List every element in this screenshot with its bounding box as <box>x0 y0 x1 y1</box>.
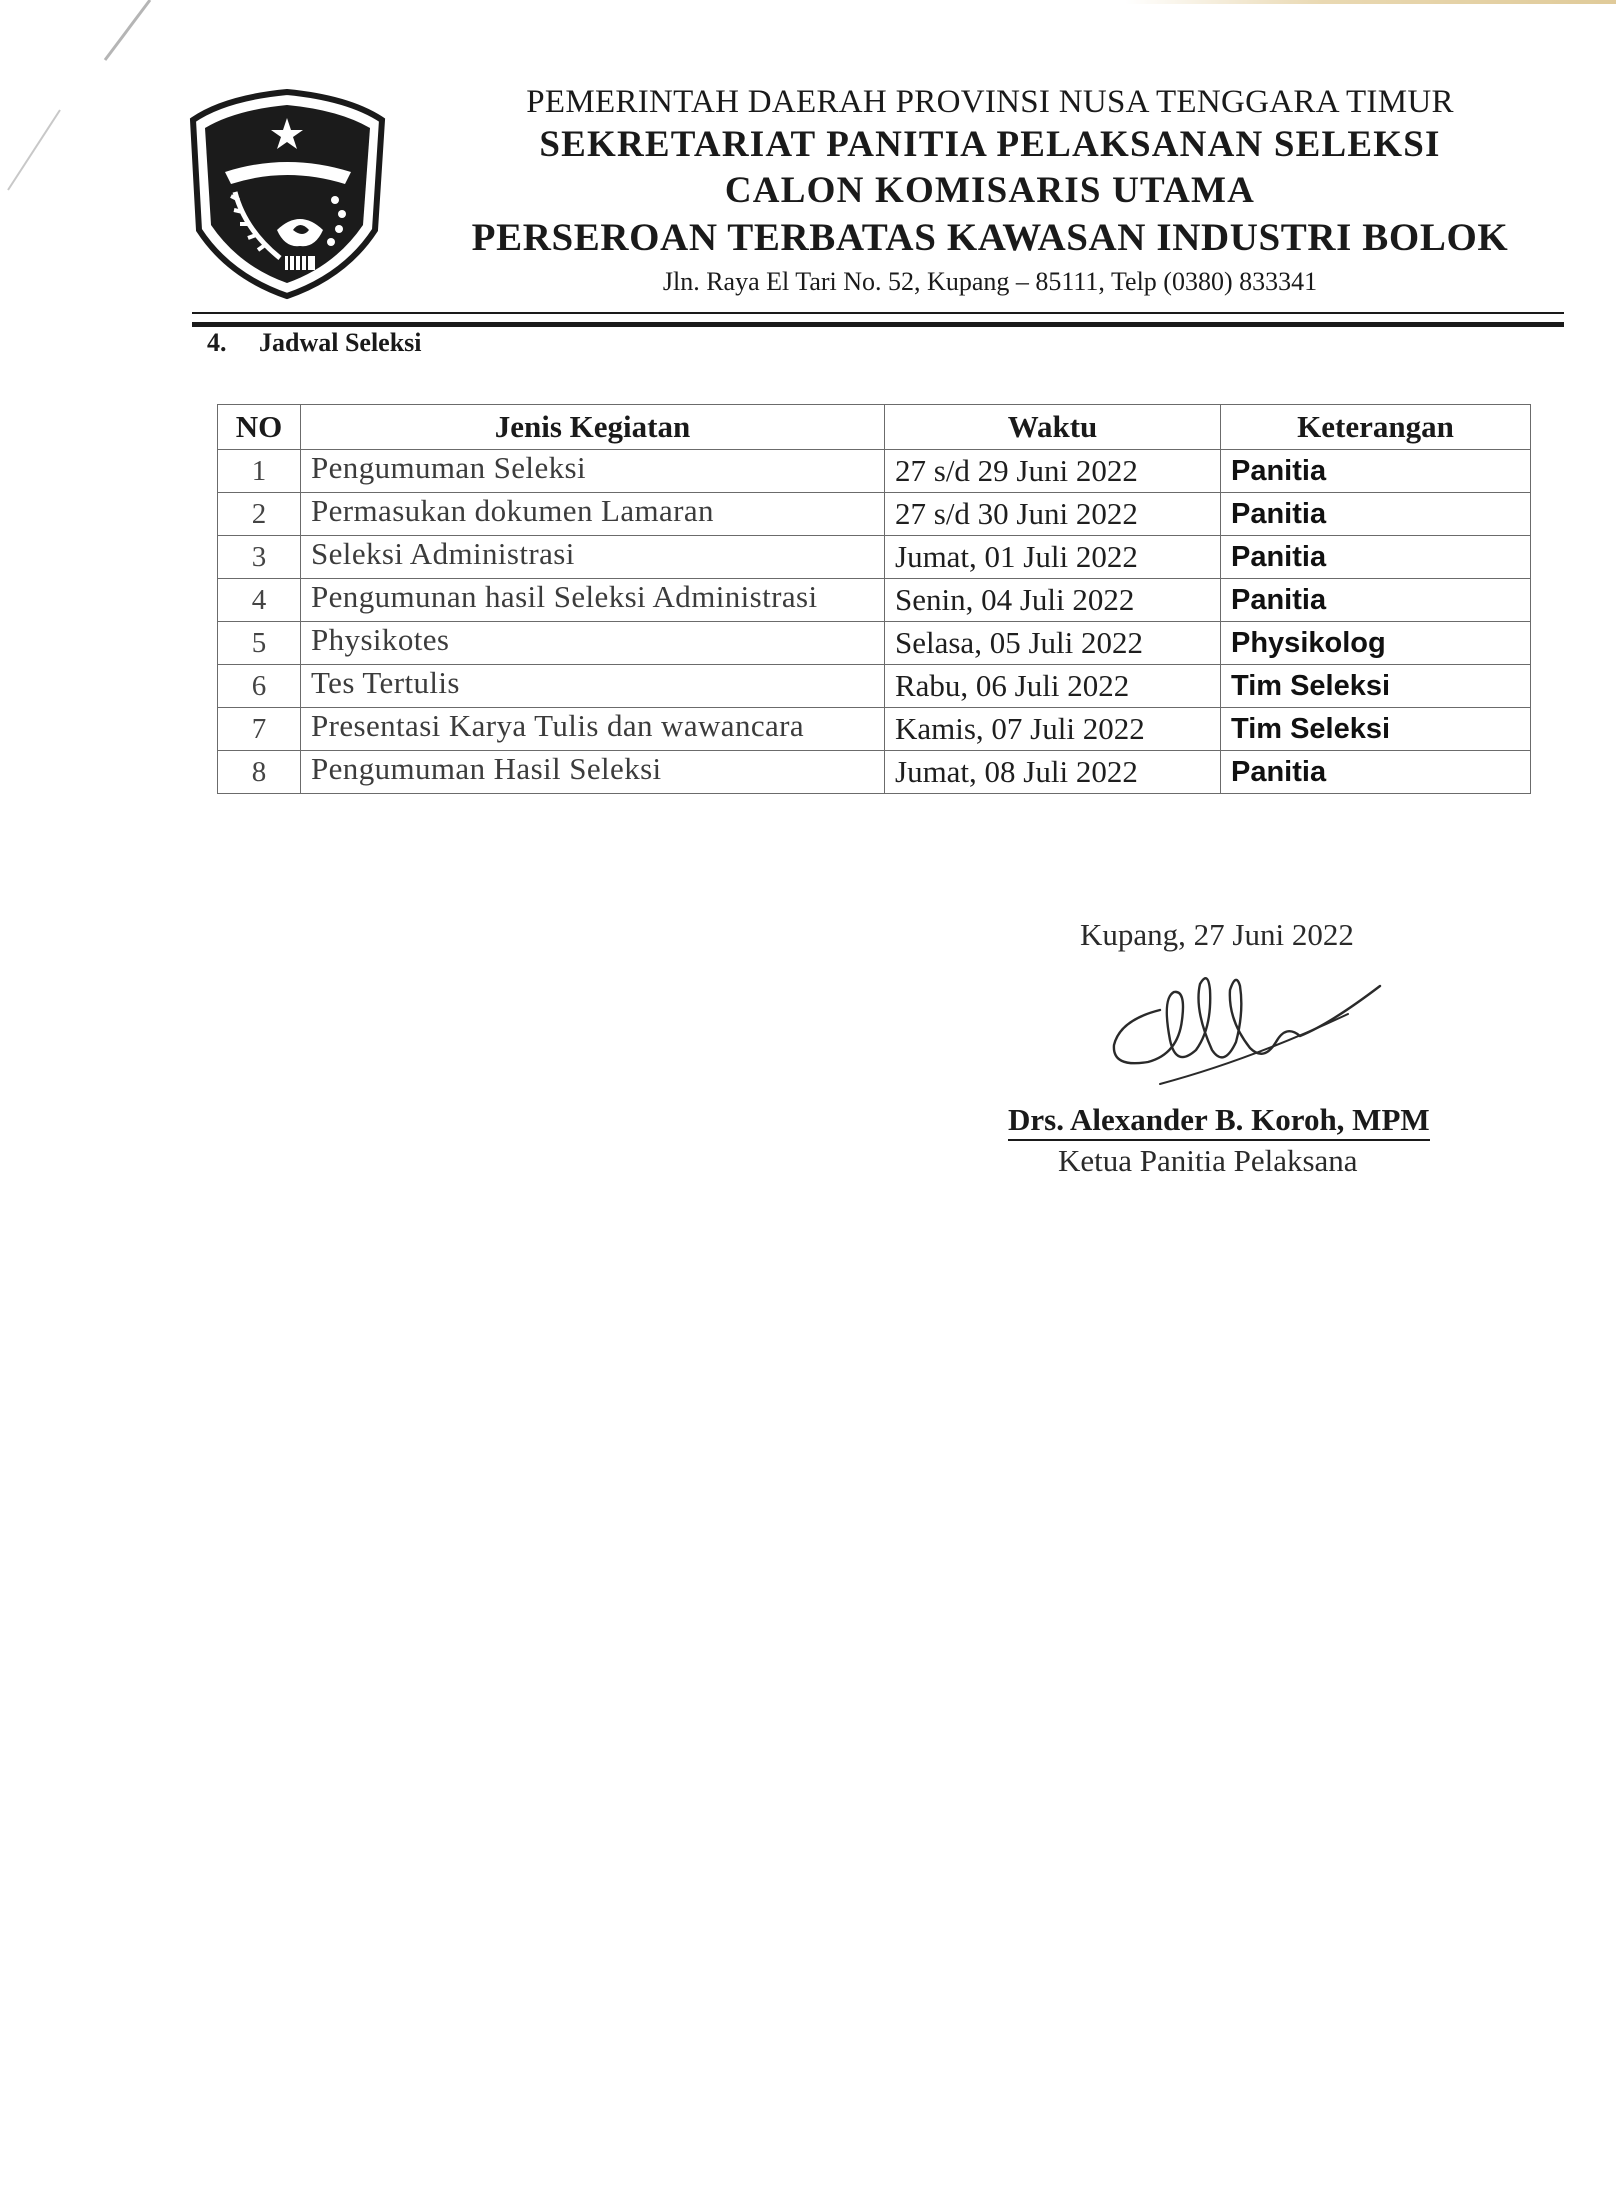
table-row <box>218 493 1531 536</box>
row-activity: Pengumunan hasil Seleksi Administrasi <box>301 579 885 622</box>
row-time: Senin, 04 Juli 2022 <box>885 579 1221 622</box>
row-no: 5 <box>218 622 301 665</box>
scan-streak <box>0 0 160 220</box>
row-no: 7 <box>218 708 301 751</box>
row-time: Kamis, 07 Juli 2022 <box>885 708 1221 751</box>
table-row <box>218 665 1531 708</box>
row-note: Panitia <box>1221 751 1531 794</box>
row-note: Panitia <box>1221 450 1531 493</box>
schedule-table <box>217 404 1531 794</box>
row-activity: Tes Tertulis <box>301 665 885 708</box>
header-time: Waktu <box>885 405 1221 450</box>
row-time: 27 s/d 30 Juni 2022 <box>885 493 1221 536</box>
handwritten-signature <box>1100 950 1400 1090</box>
row-note: Panitia <box>1221 493 1531 536</box>
letterhead-government: PEMERINTAH DAERAH PROVINSI NUSA TENGGARA TIMUR <box>526 84 1454 120</box>
letterhead-company: PERSEROAN TERBATAS KAWASAN INDUSTRI BOLOK <box>471 216 1509 259</box>
table-row <box>218 751 1531 794</box>
row-no: 1 <box>218 450 301 493</box>
provincial-emblem-icon <box>185 80 390 302</box>
row-activity: Presentasi Karya Tulis dan wawancara <box>301 708 885 751</box>
row-time: Rabu, 06 Juli 2022 <box>885 665 1221 708</box>
row-time: Jumat, 08 Juli 2022 <box>885 751 1221 794</box>
row-no: 3 <box>218 536 301 579</box>
header-note: Keterangan <box>1221 405 1531 450</box>
row-activity: Permasukan dokumen Lamaran <box>301 493 885 536</box>
signature-place-date: Kupang, 27 Juni 2022 <box>1080 917 1354 952</box>
letterhead-rule-thin <box>192 312 1564 314</box>
signatory-title: Ketua Panitia Pelaksana <box>1058 1143 1358 1178</box>
row-time: Selasa, 05 Juli 2022 <box>885 622 1221 665</box>
row-activity: Seleksi Administrasi <box>301 536 885 579</box>
section-heading <box>207 328 422 358</box>
row-note: Tim Seleksi <box>1221 708 1531 751</box>
row-activity: Pengumuman Seleksi <box>301 450 885 493</box>
letterhead-secretariat: SEKRETARIAT PANITIA PELAKSANAN SELEKSI <box>539 124 1441 165</box>
table-row <box>218 708 1531 751</box>
row-time: Jumat, 01 Juli 2022 <box>885 536 1221 579</box>
header-activity: Jenis Kegiatan <box>301 405 885 450</box>
row-note: Tim Seleksi <box>1221 665 1531 708</box>
table-row <box>218 579 1531 622</box>
row-no: 6 <box>218 665 301 708</box>
row-activity: Physikotes <box>301 622 885 665</box>
table-header-row <box>218 405 1531 450</box>
row-time: 27 s/d 29 Juni 2022 <box>885 450 1221 493</box>
table-row <box>218 450 1531 493</box>
table-row <box>218 622 1531 665</box>
letterhead-position: CALON KOMISARIS UTAMA <box>724 170 1256 211</box>
row-no: 8 <box>218 751 301 794</box>
scan-edge-strip <box>1125 0 1616 4</box>
letterhead-address: Jln. Raya El Tari No. 52, Kupang – 85111, Telp (0380) 833341 <box>662 267 1318 296</box>
header-no: NO <box>218 405 301 450</box>
letterhead <box>420 82 1560 300</box>
row-no: 2 <box>218 493 301 536</box>
letterhead-rule-thick <box>192 322 1564 327</box>
row-activity: Pengumuman Hasil Seleksi <box>301 751 885 794</box>
table-row <box>218 536 1531 579</box>
row-no: 4 <box>218 579 301 622</box>
section-number: 4. <box>207 328 227 357</box>
signatory-name: Drs. Alexander B. Koroh, MPM <box>1008 1102 1430 1141</box>
row-note: Panitia <box>1221 579 1531 622</box>
section-title: Jadwal Seleksi <box>259 328 422 357</box>
row-note: Physikolog <box>1221 622 1531 665</box>
row-note: Panitia <box>1221 536 1531 579</box>
